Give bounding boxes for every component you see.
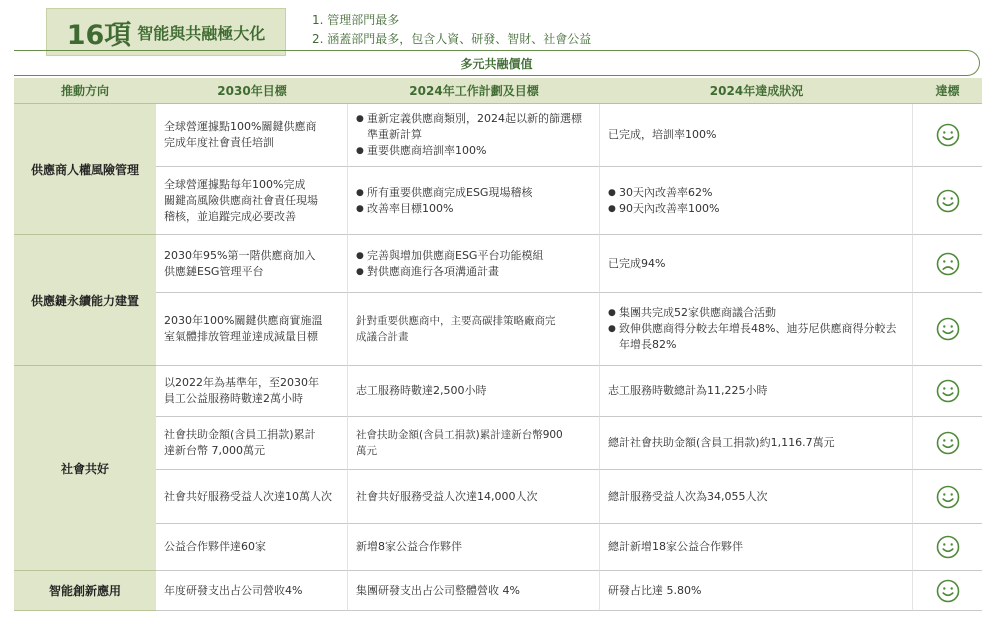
text-line: 社會共好服務受益人次達10萬人次	[164, 489, 332, 503]
goal-cell	[156, 104, 348, 167]
smile-face-icon	[936, 379, 960, 403]
text-line: 總計新增18家公益合作夥伴	[608, 540, 743, 553]
status-cell	[913, 524, 982, 571]
direction-social-good: 社會共好	[14, 366, 156, 571]
status-cell	[913, 293, 982, 366]
bullet-item: ● 對供應商進行各項溝通計畫	[356, 264, 591, 280]
bullet-item: ● 90天內改善率100%	[608, 201, 904, 217]
plan-cell	[348, 417, 600, 470]
text-line: 公益合作夥伴達60家	[164, 540, 266, 553]
status-cell	[913, 104, 982, 167]
status-cell	[913, 571, 982, 611]
smile-face-icon	[936, 535, 960, 559]
text-line: 以2022年為基準年，至2030年	[164, 376, 319, 389]
goal-cell	[156, 571, 348, 611]
text-line: 2030年100%關鍵供應商實施溫	[164, 314, 323, 327]
result-cell	[600, 293, 913, 366]
bullet-item: ● 所有重要供應商完成ESG現場稽核	[356, 185, 591, 201]
notes	[312, 11, 591, 49]
title-number: 16項	[66, 19, 132, 51]
plan-cell	[348, 235, 600, 293]
text-line: 社會扶助金額(含員工捐款)累計達新台幣900	[356, 429, 563, 441]
text-line: 完成年度社會責任培訓	[164, 136, 274, 149]
plan-cell	[348, 470, 600, 524]
result-cell	[600, 524, 913, 571]
text-line: 全球營運據點100%關鍵供應商	[164, 120, 317, 133]
plan-cell	[348, 524, 600, 571]
text-line: 供應鏈ESG管理平台	[164, 264, 264, 278]
text-line: 萬元	[356, 445, 377, 457]
header-direction: 推動方向	[14, 78, 156, 104]
goal-cell	[156, 366, 348, 417]
direction-supply-chain-sustainability: 供應鏈永續能力建置	[14, 235, 156, 366]
text-line: 員工公益服務時數達2萬小時	[164, 392, 303, 405]
smile-face-icon	[936, 579, 960, 603]
text-line: 集團研發支出占公司整體營收 4%	[356, 583, 520, 597]
direction-supplier-human-rights: 供應商人權風險管理	[14, 104, 156, 235]
text-line: 總計服務受益人次為34,055人次	[608, 489, 768, 503]
text-line: 研發占比達 5.80%	[608, 583, 702, 597]
goal-cell	[156, 235, 348, 293]
text-line: 已完成94%	[608, 256, 666, 270]
title-text: 智能與共融極大化	[137, 23, 266, 43]
text-line: 室氣體排放管理並達成減量目標	[164, 330, 318, 343]
text-line: 針對重要供應商中，主要高碳排策略廠商完	[356, 315, 556, 327]
result-cell	[600, 167, 913, 235]
goal-cell	[156, 524, 348, 571]
goal-cell	[156, 293, 348, 366]
text-line: 成議合計畫	[356, 331, 409, 343]
bullet-item: ● 完善與增加供應商ESG平台功能模組	[356, 248, 591, 264]
note-item: 1. 管理部門最多	[312, 13, 400, 27]
frown-face-icon	[936, 252, 960, 276]
bullet-item: ● 改善率目標100%	[356, 201, 591, 217]
status-cell	[913, 470, 982, 524]
plan-cell	[348, 366, 600, 417]
text-line: 社會共好服務受益人次達14,000人次	[356, 489, 538, 503]
goal-cell	[156, 470, 348, 524]
result-cell	[600, 104, 913, 167]
bullet-item: ● 重新定義供應商類別，2024起以新的篩選標準重新計算	[356, 111, 591, 143]
text-line: 社會扶助金額(含員工捐款)累計	[164, 428, 316, 441]
header-2030-goal: 2030年目標	[156, 78, 348, 104]
result-cell	[600, 571, 913, 611]
title-box	[46, 8, 286, 56]
text-line: 達新台幣 7,000萬元	[164, 444, 265, 457]
header-2024-result: 2024年達成狀況	[600, 78, 913, 104]
status-cell	[913, 167, 982, 235]
result-cell	[600, 417, 913, 470]
text-line: 志工服務時數達2,500小時	[356, 384, 487, 397]
text-line: 年度研發支出占公司營收4%	[164, 583, 303, 597]
bullet-item: ● 重要供應商培訓率100%	[356, 143, 591, 159]
text-line: 已完成，培訓率100%	[608, 128, 717, 141]
status-cell	[913, 366, 982, 417]
text-line: 志工服務時數總計為11,225小時	[608, 384, 768, 397]
bullet-item: ● 致伸供應商得分較去年增長48%、迪芬尼供應商得分較去年增長82%	[608, 321, 904, 353]
text-line: 稽核，並追蹤完成必要改善	[164, 209, 296, 223]
section-banner	[14, 50, 980, 76]
status-cell	[913, 235, 982, 293]
result-cell	[600, 470, 913, 524]
text-line: 關鍵高風險供應商社會責任現場	[164, 193, 318, 207]
text-line: 新增8家公益合作夥伴	[356, 540, 462, 553]
bullet-item: ● 30天內改善率62%	[608, 185, 904, 201]
note-item: 2. 涵蓋部門最多，包含人資、研發、智財、社會公益	[312, 32, 592, 46]
header-status: 達標	[913, 78, 982, 104]
text-line: 總計社會扶助金額(含員工捐款)約1,116.7萬元	[608, 436, 835, 449]
plan-cell	[348, 167, 600, 235]
result-cell	[600, 366, 913, 417]
smile-face-icon	[936, 317, 960, 341]
text-line: 2030年95%第一階供應商加入	[164, 248, 316, 262]
plan-cell	[348, 571, 600, 611]
text-line: 全球營運據點每年100%完成	[164, 177, 306, 191]
status-cell	[913, 417, 982, 470]
plan-cell	[348, 104, 600, 167]
header-2024-plan: 2024年工作計劃及目標	[348, 78, 600, 104]
result-cell	[600, 235, 913, 293]
smile-face-icon	[936, 431, 960, 455]
smile-face-icon	[936, 485, 960, 509]
goal-cell	[156, 417, 348, 470]
bullet-item: ● 集團共完成52家供應商議合活動	[608, 305, 904, 321]
smile-face-icon	[936, 123, 960, 147]
direction-smart-innovation: 智能創新應用	[14, 571, 156, 611]
plan-cell	[348, 293, 600, 366]
banner-text: 多元共融價值	[460, 56, 533, 71]
goal-cell	[156, 167, 348, 235]
goals-table	[14, 78, 982, 611]
smile-face-icon	[936, 189, 960, 213]
